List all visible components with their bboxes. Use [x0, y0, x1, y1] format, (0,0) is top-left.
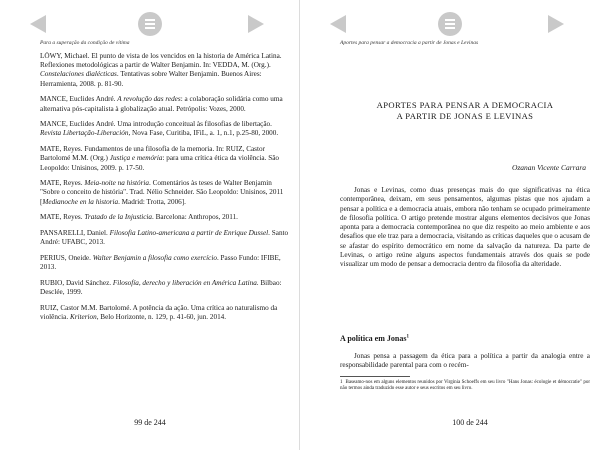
- reference-entry: [40, 254, 290, 272]
- reference-title: Justiça e memória: [109, 154, 163, 163]
- running-head: Para a superação da condição de vítima: [40, 40, 130, 46]
- reference-title: Filosofía, derecho y liberación en América Latina: [112, 278, 257, 287]
- previous-page-arrow-icon[interactable]: [330, 15, 346, 33]
- reference-text: . Comentários às teses de Walter Benjamin "Sobre o conceito de história". Trad. Nélio Schneider. São Leopoldo: Unisinos, 2011 [: [40, 179, 284, 206]
- running-head: Aportes para pensar a democracia a partir de Jonas e Levinas: [340, 40, 479, 46]
- reference-entry: [40, 120, 290, 138]
- reference-title: Tratado de la Injusticia: [84, 213, 153, 222]
- right-page: [300, 0, 600, 450]
- reference-entry: [40, 95, 290, 113]
- reference-text: . Tentativas sobre Walter Benjamin. Buenos Aires: Herramienta, 2008. p. 81-90.: [40, 70, 262, 88]
- footnote-divider: [340, 376, 410, 377]
- reference-text: MATE, Reyes. Fundamentos de una filosofía de la memoria. In: RUIZ, Castor Bartolomé M.M. (Org.): [40, 145, 265, 163]
- page-number: 99 de 244: [134, 418, 166, 427]
- reference-text: PANSARELLI, Daniel.: [40, 229, 110, 238]
- footnote-number: 1: [340, 380, 343, 385]
- body-paragraph: Jonas pensa a passagem da ética para a política a partir da analogia entre a responsabilidade parental para com o recém-: [340, 352, 590, 370]
- reference-text: MATE, Reyes.: [40, 213, 85, 222]
- reference-entry: [40, 213, 290, 222]
- reference-text: LÖWY, Michael. El punto de vista de los vencidos en la historia de América Latina. Reflexiones metodológicas a partir de Walter Benjamin. In: VEDDA, M. (Org.).: [40, 52, 282, 70]
- abstract-paragraph: Jonas e Levinas, como duas presenças mais do que significativas na ética contemporânea, deixam, em seus pensamentos, algumas pistas que nos ajudam a pensar a política e a democracia atuais, embora não tenham se ocupado primeiramente de filosofia política. O artigo pretende mostrar alguns elementos decisivos que Jonas aponta para a democracia contemporânea no que diz respeito ao meio ambiente e aos desafios que ele traz para a democracia, visitando as críticas daqueles que o acusam de se afastar do espírito democrático em nome da salvação da natureza. Da parte de Levinas, o artigo reúne alguns aspectos fundamentais através dos quais se pode visualizar um modo de pensar a democracia dentro da filosofia da alteridade.: [340, 186, 590, 269]
- right-page-nav: [300, 12, 600, 36]
- section-heading-text: A política em Jonas: [340, 334, 407, 343]
- reference-text: , Nova Fase, Curitiba, IFiL, a. 1, n.1, p.25-80, 2000.: [128, 129, 279, 138]
- reference-text: . Madrid: Trotta, 2006].: [118, 197, 186, 206]
- footnote-text: Baseamo-nos em alguns elementos reunidos por Virginia Schoeffs em seu livro "Hans Jonas: écologie et démocratie" por não termos ainda traduzido esse autor e seus escritos em seu livro.: [340, 380, 590, 392]
- reference-text: . Bilbao: Desclée, 1999.: [40, 278, 282, 297]
- reference-text: : para uma crítica ética da violência. São Leopoldo: Unisinos, 2009. p. 17-50.: [40, 154, 279, 172]
- reference-title: Filosofia Latino-americana a partir de Enrique Dussel: [109, 229, 269, 238]
- reference-title: Constelaciones dialécticas: [40, 70, 117, 79]
- article-title: [340, 100, 590, 122]
- footnote: [340, 380, 590, 393]
- reference-text: MANCE, Euclides André.: [40, 95, 118, 104]
- article-title-line-2: A PARTIR DE JONAS E LEVINAS: [396, 111, 534, 121]
- footnote-marker: 1: [406, 334, 409, 340]
- reference-text: PERIUS, Oneide.: [40, 253, 93, 262]
- reference-text: . Santo André: UFABC, 2013.: [40, 229, 289, 247]
- reference-title: Medianoche en la historia: [42, 197, 119, 206]
- menu-icon[interactable]: [138, 12, 162, 36]
- left-page-nav: [0, 12, 300, 36]
- reference-title: Kriterion: [69, 312, 97, 321]
- section-heading: [340, 334, 409, 343]
- reference-entry: [40, 229, 290, 247]
- reference-title: Meia-noite na história: [84, 179, 150, 188]
- menu-icon[interactable]: [438, 12, 462, 36]
- reference-entry: [40, 179, 290, 207]
- reference-text: . Barcelona: Anthropos, 2011.: [152, 213, 238, 222]
- reference-text: MATE, Reyes.: [40, 179, 85, 188]
- next-page-arrow-icon[interactable]: [548, 15, 564, 33]
- reference-entry: [40, 52, 290, 89]
- reference-text: RUBIO, David Sánchez.: [40, 278, 113, 287]
- reference-entry: [40, 145, 290, 173]
- reference-title: Walter Benjamin a filosofia como exercício: [92, 253, 217, 262]
- next-page-arrow-icon[interactable]: [248, 15, 264, 33]
- author-name: Ozanan Vicente Carrara: [511, 163, 586, 172]
- reference-entry: [40, 304, 290, 322]
- previous-page-arrow-icon[interactable]: [30, 15, 46, 33]
- reference-text: , Belo Horizonte, n. 129, p. 41-60, jun. 2014.: [96, 312, 227, 321]
- page-number: 100 de 244: [452, 418, 488, 427]
- reference-text: MANCE, Euclides André. Uma introdução conceitual às filosofias de libertação.: [40, 120, 272, 129]
- reference-entry: [40, 279, 290, 297]
- reference-title: Revista Libertação-Liberación: [40, 129, 129, 138]
- reference-title: A revolução das redes: [117, 95, 181, 104]
- reference-text: . Passo Fundo: IFIBE, 2013.: [40, 253, 281, 272]
- article-title-line-1: APORTES PARA PENSAR A DEMOCRACIA: [376, 100, 554, 110]
- reference-text: RUIZ, Castor M.M. Bartolomé. A potência da ação. Uma crítica ao naturalismo da violência.: [40, 303, 278, 321]
- references-list: [40, 52, 290, 329]
- reference-text: : a colaboração solidária como uma alternativa pós-capitalista à globalização atual. Petrópolis: Vozes, 2000.: [40, 95, 283, 113]
